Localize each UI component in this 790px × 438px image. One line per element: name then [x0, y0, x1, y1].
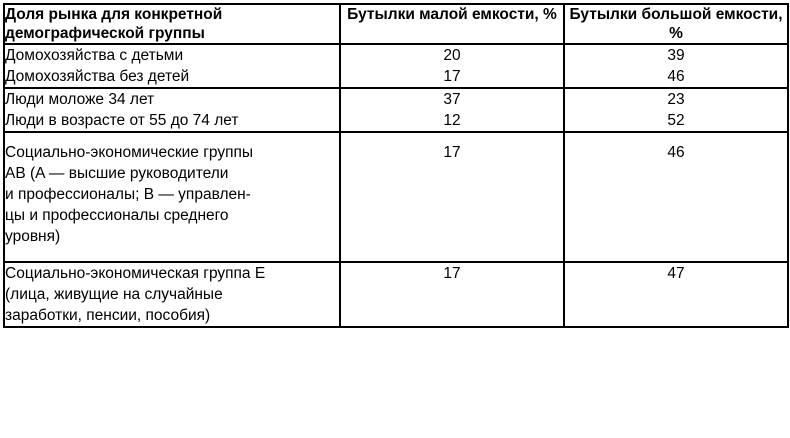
- row-label-line: Люди моложе 34 лет: [5, 91, 155, 108]
- row-value-line: 47: [667, 265, 685, 282]
- row-label-line: Социально-экономические группы: [5, 144, 253, 161]
- row-value-line: 17: [443, 68, 461, 85]
- column-header-small-bottles: [340, 4, 564, 44]
- row-value-large-social-e: [564, 262, 788, 327]
- row-value-line: 17: [443, 265, 461, 282]
- row-value-line: 20: [443, 47, 461, 64]
- row-value-line: 52: [667, 112, 685, 129]
- row-value-small-age: [340, 88, 564, 132]
- row-label-line: Социально-экономическая группа E: [5, 265, 266, 282]
- row-label-line: (лица, живущие на случайные: [5, 286, 223, 303]
- row-value-large-social-ab: [564, 132, 788, 262]
- column-header-small-bottles-text: Бутылки малой емкости, %: [347, 6, 557, 23]
- table-header-row: [4, 4, 788, 44]
- row-value-line: 23: [667, 91, 685, 108]
- row-value-small-households: [340, 44, 564, 88]
- table-row: [4, 262, 788, 327]
- column-header-large-bottles-text: Бутылки большой емкости, %: [569, 6, 783, 42]
- row-label-line: и профессионалы; B — управлен-: [5, 186, 251, 203]
- column-header-large-bottles: [564, 4, 788, 44]
- row-value-line: 17: [443, 144, 461, 161]
- row-label-social-ab: [4, 132, 340, 262]
- table-row: [4, 132, 788, 262]
- row-label-line: цы и профессионалы среднего: [5, 207, 229, 224]
- row-label-line: Люди в возрасте от 55 до 74 лет: [5, 112, 239, 129]
- row-label-line: уровня): [5, 228, 61, 245]
- column-header-demographic-text: Доля рынка для конкретной демографической группы: [5, 6, 223, 42]
- row-value-small-social-ab: [340, 132, 564, 262]
- row-value-line: 39: [667, 47, 685, 64]
- row-value-large-age: [564, 88, 788, 132]
- row-label-age: [4, 88, 340, 132]
- table-row: [4, 88, 788, 132]
- row-label-social-e: [4, 262, 340, 327]
- row-label-line: заработки, пенсии, пособия): [5, 307, 211, 324]
- column-header-demographic: [4, 4, 340, 44]
- row-label-households: [4, 44, 340, 88]
- market-share-table: [3, 3, 789, 328]
- document-page: [0, 3, 790, 438]
- row-label-line: Домохозяйства с детьми: [5, 47, 184, 64]
- row-label-line: Домохозяйства без детей: [5, 68, 190, 85]
- row-value-large-households: [564, 44, 788, 88]
- row-label-line: AB (A — высшие руководители: [5, 165, 229, 182]
- row-value-small-social-e: [340, 262, 564, 327]
- row-value-line: 12: [443, 112, 461, 129]
- table-row: [4, 44, 788, 88]
- row-value-line: 46: [667, 68, 685, 85]
- row-value-line: 37: [443, 91, 461, 108]
- row-value-line: 46: [667, 144, 685, 161]
